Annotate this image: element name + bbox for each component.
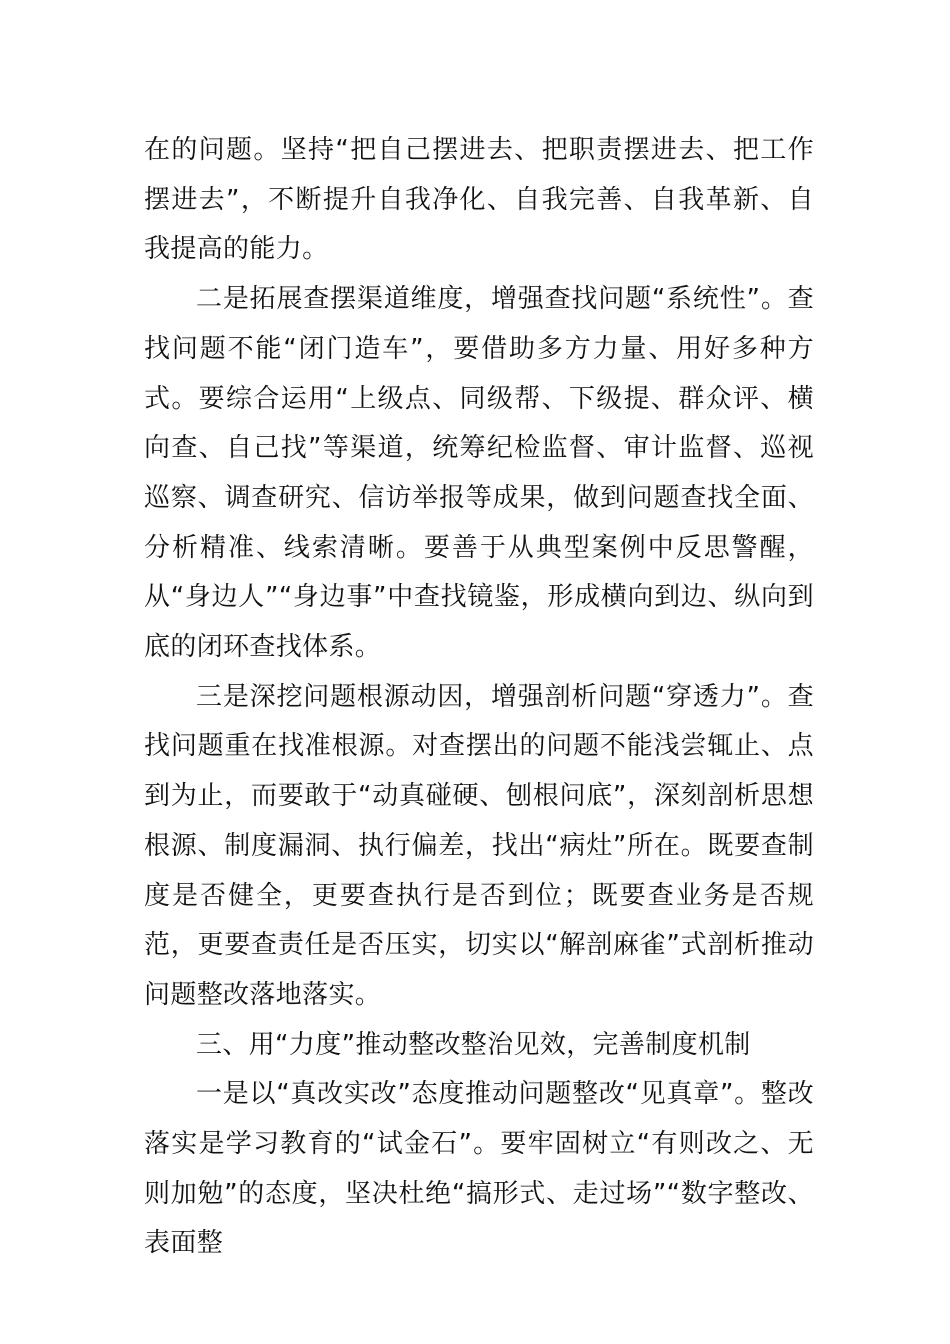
paragraph-expand-channels: 二是拓展查摆渠道维度，增强查找问题“系统性”。查找问题不能“闭门造车”，要借助多方力量、用好多种方式。要综合运用“上级点、同级帮、下级提、群众评、横向查、自己找”等渠道，统筹纪检监督、审计监督、巡视巡察、调查研究、信访举报等成果，做到问题查找全面、分析精准、线索清晰。要善于从典型案例中反思警醒，从“身边人”“身边事”中查找镜鉴，形成横向到边、纵向到底的闭环查找体系。 (144, 284, 814, 663)
paragraph-continuation: 在的问题。坚持“把自己摆进去、把职责摆进去、把工作摆进去”，不断提升自我净化、自我完善、自我革新、自我提高的能力。 (144, 135, 814, 265)
document-body (144, 126, 814, 1269)
paragraph-root-causes: 三是深挖问题根源动因，增强剖析问题“穿透力”。查找问题重在找准根源。对查摆出的问题不能浅尝辄止、点到为止，而要敢于“动真碰硬、刨根问底”，深刻剖析思想根源、制度漏洞、执行偏差，找出“病灶”所在。既要查制度是否健全，更要查执行是否到位；既要查业务是否规范，更要查责任是否压实，切实以“解剖麻雀”式剖析推动问题整改落地落实。 (144, 681, 814, 1010)
section-heading-rectification: 三、用“力度”推动整改整治见效，完善制度机制 (196, 1029, 751, 1060)
paragraph-real-rectification: 一是以“真改实改”态度推动问题整改“见真章”。整改落实是学习教育的“试金石”。要牢固树立“有则改之、无则加勉”的态度，坚决杜绝“搞形式、走过场”“数字整改、表面整 (144, 1079, 814, 1259)
